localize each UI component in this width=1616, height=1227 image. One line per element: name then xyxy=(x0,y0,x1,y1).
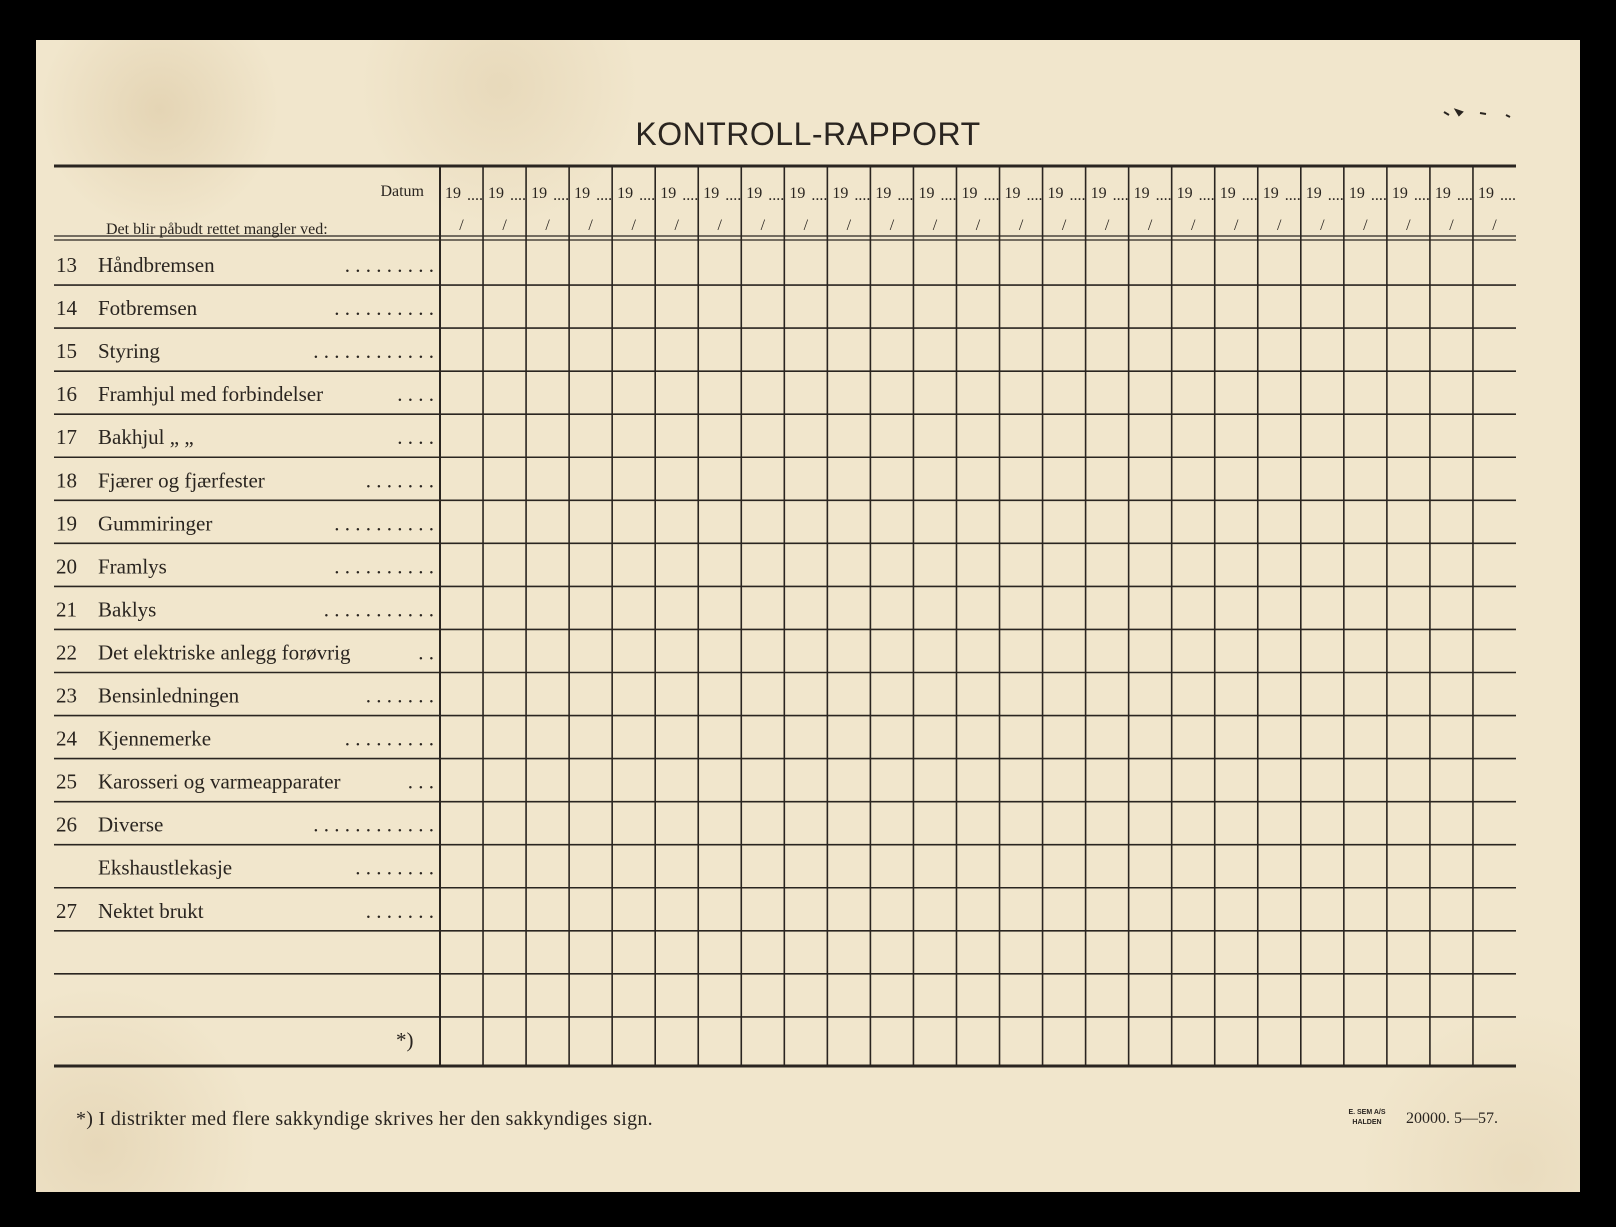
date-year-blank: .... xyxy=(510,187,527,204)
date-year-blank: .... xyxy=(1456,187,1473,204)
date-year-prefix: 19 xyxy=(1090,185,1107,202)
row-number: 24 xyxy=(56,726,77,751)
row-leader-dots: . . . . . . . . . . . xyxy=(323,597,434,622)
date-year-prefix: 19 xyxy=(1391,185,1408,202)
date-year-prefix: 19 xyxy=(574,185,591,202)
date-year-prefix: 19 xyxy=(1348,185,1365,202)
row-label: Håndbremsen xyxy=(98,253,215,277)
date-separator: / xyxy=(1492,217,1497,234)
row-label: Baklys xyxy=(98,597,157,622)
row-leader-dots: . . . xyxy=(407,769,434,794)
date-year-blank: .... xyxy=(854,187,871,204)
date-year-blank: .... xyxy=(1413,187,1430,204)
date-year-blank: .... xyxy=(768,187,785,204)
date-year-prefix: 19 xyxy=(832,185,849,202)
date-year-blank: .... xyxy=(1241,187,1258,204)
row-leader-dots: . . . . . . . xyxy=(365,898,434,923)
date-separator: / xyxy=(1363,217,1368,234)
row-number: 20 xyxy=(56,554,77,579)
row-number: 21 xyxy=(56,597,77,622)
row-number: 13 xyxy=(56,253,77,277)
row-label: Karosseri og varmeapparater xyxy=(98,769,341,794)
date-separator: / xyxy=(803,217,809,234)
date-separator: / xyxy=(1104,217,1110,234)
date-separator: / xyxy=(760,217,766,234)
kontroll-rapport-card xyxy=(36,40,1580,1192)
print-number: 20000. 5—57. xyxy=(1406,1110,1498,1127)
row-leader-dots: . . . . . . . xyxy=(365,468,434,493)
row-label: Framhjul med forbindelser xyxy=(98,382,324,407)
row-leader-dots: . . . . . . . . xyxy=(355,855,434,880)
date-year-prefix: 19 xyxy=(1305,185,1322,202)
row-label: Ekshaustlekasje xyxy=(98,855,233,880)
date-separator: / xyxy=(1320,217,1325,234)
row-label: Fjærer og fjærfester xyxy=(98,468,265,493)
row-number: 16 xyxy=(56,382,77,407)
row-number: 19 xyxy=(56,511,77,536)
date-separator: / xyxy=(1147,217,1153,234)
date-year-blank: .... xyxy=(1112,187,1129,204)
row-leader-dots: . . . . . . . . . xyxy=(344,726,434,751)
row-number: 18 xyxy=(56,468,77,493)
date-year-prefix: 19 xyxy=(703,185,720,202)
date-year-blank: .... xyxy=(1499,187,1516,204)
row-leader-dots: . . . . . . . . . . xyxy=(334,554,434,579)
date-year-blank: .... xyxy=(725,187,742,204)
row-leader-dots: . . . . . . . . . . . . xyxy=(313,339,434,364)
date-separator: / xyxy=(846,217,852,234)
date-year-prefix: 19 xyxy=(1219,185,1236,202)
date-separator: / xyxy=(1277,217,1282,234)
date-separator: / xyxy=(932,217,938,234)
date-year-prefix: 19 xyxy=(1262,185,1279,202)
datum-label: Datum xyxy=(380,183,424,200)
date-separator: / xyxy=(717,217,722,234)
row-label: Det elektriske anlegg forøvrig xyxy=(98,640,351,665)
date-year-blank: .... xyxy=(596,187,613,204)
row-number: 27 xyxy=(56,898,77,923)
date-header xyxy=(445,185,1516,234)
date-separator: / xyxy=(588,217,593,234)
date-year-blank: .... xyxy=(1155,187,1172,204)
date-year-prefix: 19 xyxy=(531,185,548,202)
row-leader-dots: . . . . . . . . . xyxy=(344,253,434,277)
signature-marker: *) xyxy=(396,1027,414,1052)
ink-marks xyxy=(1440,106,1520,120)
date-year-blank: .... xyxy=(1198,187,1215,204)
date-separator: / xyxy=(545,217,550,234)
date-separator: / xyxy=(631,217,636,234)
row-label: Bakhjul „ „ xyxy=(98,425,194,450)
date-separator: / xyxy=(889,217,895,234)
row-label: Bensinledningen xyxy=(98,683,240,708)
row-leader-dots: . . . . xyxy=(397,425,434,450)
date-year-prefix: 19 xyxy=(918,185,935,202)
date-year-blank: .... xyxy=(1370,187,1387,204)
printer-city: HALDEN xyxy=(1352,1119,1382,1126)
row-number: 22 xyxy=(56,640,77,665)
row-label: Kjennemerke xyxy=(98,726,212,751)
date-separator: / xyxy=(674,217,679,234)
date-year-blank: .... xyxy=(1069,187,1086,204)
date-year-prefix: 19 xyxy=(488,185,505,202)
row-leader-dots: . . xyxy=(418,640,434,665)
row-number: 14 xyxy=(56,296,77,321)
date-year-blank: .... xyxy=(983,187,1000,204)
date-separator: / xyxy=(1234,217,1239,234)
document-title: KONTROLL-RAPPORT xyxy=(635,116,981,152)
date-year-prefix: 19 xyxy=(875,185,892,202)
date-year-blank: .... xyxy=(682,187,699,204)
date-year-prefix: 19 xyxy=(1176,185,1193,202)
row-leader-dots: . . . . . . . xyxy=(365,683,434,708)
date-separator: / xyxy=(1190,217,1196,234)
date-separator: / xyxy=(1406,217,1411,234)
instruction-label: Det blir påbudt rettet mangler ved: xyxy=(106,221,328,238)
date-year-prefix: 19 xyxy=(789,185,806,202)
grid-lines xyxy=(54,166,1516,1066)
row-label: Gummiringer xyxy=(98,511,213,536)
date-year-blank: .... xyxy=(897,187,914,204)
row-label: Framlys xyxy=(98,554,167,579)
date-separator: / xyxy=(1018,217,1024,234)
date-year-prefix: 19 xyxy=(1434,185,1451,202)
date-year-prefix: 19 xyxy=(1133,185,1150,202)
row-label: Nektet brukt xyxy=(98,898,204,923)
date-separator: / xyxy=(1449,217,1454,234)
date-year-prefix: 19 xyxy=(1004,185,1021,202)
row-leader-dots: . . . . . . . . . . . . xyxy=(313,812,434,837)
row-leader-dots: . . . . . . . . . . xyxy=(334,296,434,321)
row-number: 15 xyxy=(56,339,77,364)
row-label: Styring xyxy=(98,339,160,364)
printer-name: E. SEM A/S xyxy=(1348,1109,1386,1116)
date-year-blank: .... xyxy=(940,187,957,204)
row-number: 26 xyxy=(56,812,77,837)
date-year-blank: .... xyxy=(811,187,828,204)
date-separator: / xyxy=(459,217,464,234)
date-year-blank: .... xyxy=(467,187,483,204)
row-label: Fotbremsen xyxy=(98,296,198,321)
date-separator: / xyxy=(1061,217,1067,234)
row-labels xyxy=(56,253,434,1052)
date-separator: / xyxy=(502,217,507,234)
date-year-blank: .... xyxy=(1284,187,1301,204)
row-leader-dots: . . . . . . . . . . xyxy=(334,511,434,536)
date-year-prefix: 19 xyxy=(617,185,634,202)
row-number: 23 xyxy=(56,683,77,708)
date-year-prefix: 19 xyxy=(961,185,978,202)
row-leader-dots: . . . . xyxy=(397,382,434,407)
row-number: 17 xyxy=(56,425,77,450)
date-year-prefix: 19 xyxy=(445,185,461,202)
date-year-prefix: 19 xyxy=(660,185,677,202)
date-year-blank: .... xyxy=(553,187,570,204)
row-number: 25 xyxy=(56,769,77,794)
printer-imprint xyxy=(1342,1108,1392,1128)
footnote: *) I distrikter med flere sakkyndige skrives her den sakkyndiges sign. xyxy=(76,1108,653,1130)
date-year-prefix: 19 xyxy=(1047,185,1064,202)
date-year-blank: .... xyxy=(1327,187,1344,204)
row-label: Diverse xyxy=(98,812,164,837)
report-grid xyxy=(36,40,1580,1192)
date-year-prefix: 19 xyxy=(1477,185,1494,202)
date-year-blank: .... xyxy=(1026,187,1043,204)
date-year-prefix: 19 xyxy=(746,185,763,202)
date-separator: / xyxy=(975,217,981,234)
date-year-blank: .... xyxy=(639,187,656,204)
